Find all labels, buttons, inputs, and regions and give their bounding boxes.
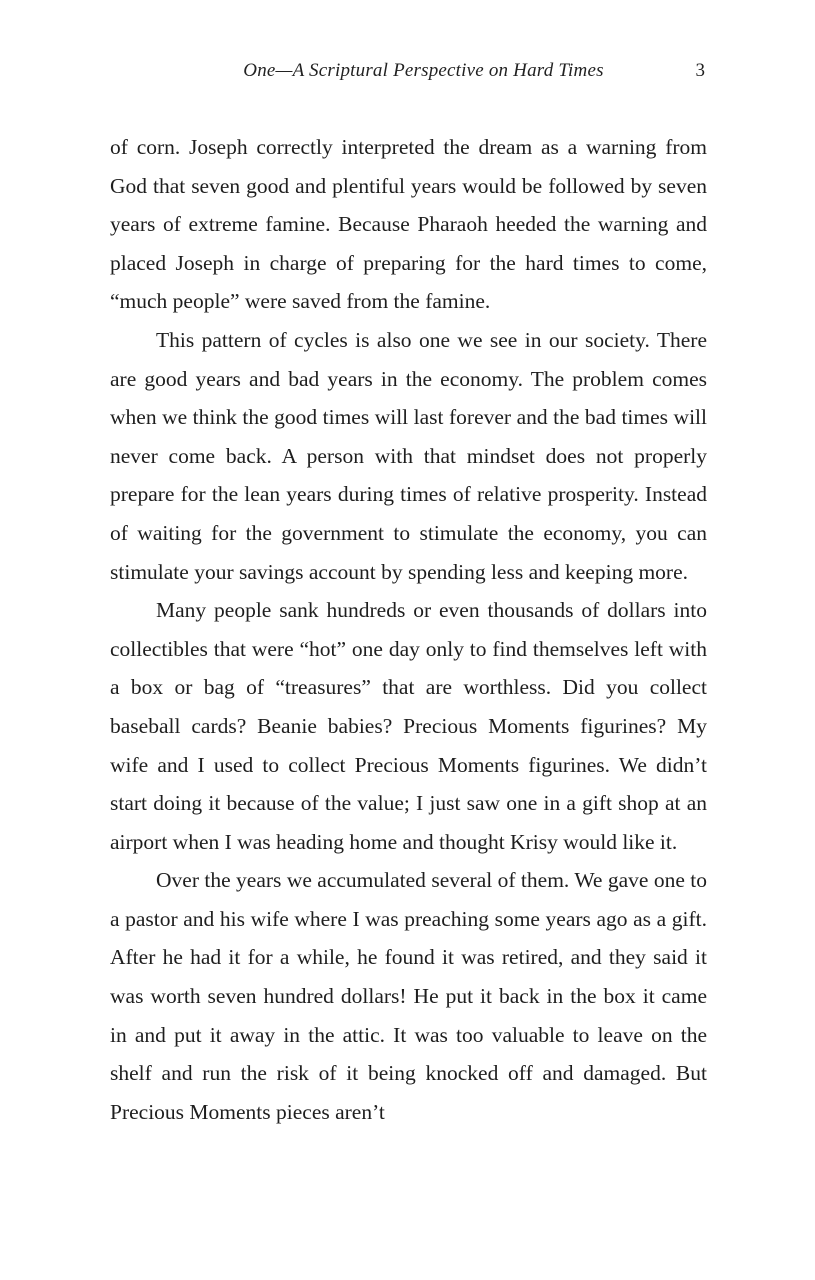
body-paragraph: of corn. Joseph correctly interpreted the dream as a warning from God that seven good and plentiful years would be followed by seven years of extreme famine. Because Pharaoh heeded the warning and placed Joseph in charge of preparing for the hard times to come, “much people” were saved from the famine. [110, 135, 707, 314]
body-paragraph: Many people sank hundreds or even thousands of dollars into collectibles that were “hot” one day only to find themselves left with a box or bag of “treasures” that are worthless. Did you collect baseball cards? Beanie babies? Precious Moments figurines? My wife and I used to collect Precious Moments figurines. We didn’t start doing it because of the value; I just saw one in a gift shop at an airport when I was heading home and thought Krisy would like it. [110, 598, 707, 854]
body-text [110, 128, 707, 1131]
page-number: 3 [695, 60, 705, 81]
page-header [110, 60, 707, 88]
running-head: One—A Scriptural Perspective on Hard Times [243, 60, 604, 81]
body-paragraph: This pattern of cycles is also one we see in our society. There are good years and bad years in the economy. The problem comes when we think the good times will last forever and the bad times will never come back. A person with that mindset does not properly prepare for the lean years during times of relative prosperity. Instead of waiting for the government to stimulate the economy, you can stimulate your savings account by spending less and keeping more. [110, 327, 707, 584]
text-block [110, 60, 707, 1131]
body-paragraph: Over the years we accumulated several of them. We gave one to a pastor and his wife where I was preaching some years ago as a gift. After he had it for a while, he found it was retired, and they said it was worth seven hundred dollars! He put it back in the box it came in and put it away in the attic. It was too valuable to leave on the shelf and run the risk of it being knocked off and damaged. But Precious Moments pieces aren’t [110, 868, 707, 1124]
